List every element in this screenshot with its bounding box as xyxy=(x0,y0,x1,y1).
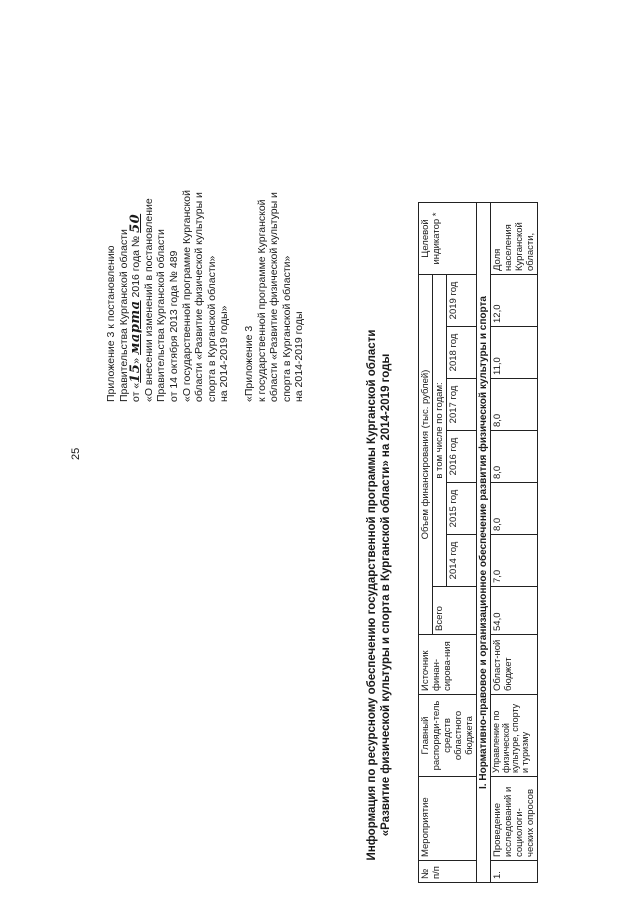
row-y2018: 11,0 xyxy=(491,327,538,379)
row-y2017: 8,0 xyxy=(491,379,538,431)
header-year: 2017 год xyxy=(447,379,477,431)
header-year: 2015 год xyxy=(447,483,477,535)
appendix-inner-line: области «Развитие физической культуры и xyxy=(268,192,281,402)
header-year: 2018 год xyxy=(447,327,477,379)
appendix-line: от 14 октября 2013 года № 489 xyxy=(167,250,180,402)
row-num: 1. xyxy=(491,861,538,883)
header-funding: Объем финансирования (тыс. рублей) xyxy=(419,275,433,635)
row-total: 54,0 xyxy=(491,587,538,635)
header-year: 2016 год xyxy=(447,431,477,483)
section-heading: I. Нормативно-правовое и организационное обеспечение развития физической культуры и спорта xyxy=(477,203,491,883)
appendix-line: спорта в Курганской области» xyxy=(205,255,218,402)
appendix-inner-line: к государственной программе Курганской xyxy=(255,199,268,402)
handwritten-number: 50 xyxy=(128,213,144,233)
row-y2014: 7,0 xyxy=(491,535,538,587)
appendix-line: «О государственной программе Курганской xyxy=(180,190,193,402)
handwritten-day: 15 xyxy=(128,363,144,383)
header-manager: Главный распоряди-тель средств областного бюджета xyxy=(419,695,477,777)
title-line-1: Информация по ресурсному обеспечению государственной программы Курганской области xyxy=(366,329,378,861)
appendix-inner-line: спорта в Курганской области» xyxy=(280,255,293,402)
row-y2015: 8,0 xyxy=(491,483,538,535)
table-row xyxy=(491,203,538,883)
appendix-line: Приложение 3 к постановлению xyxy=(105,245,117,402)
resource-table xyxy=(418,202,538,883)
appendix-line: Правительства Курганской области xyxy=(155,229,168,402)
title-line-2: «Развитие физической культуры и спорта в Курганской области» на 2014-2019 годы xyxy=(380,353,392,837)
header-source: Источник финан-сирова-ния xyxy=(419,635,477,695)
appendix-inner-line: на 2014-2019 годы xyxy=(293,311,306,402)
document-title xyxy=(365,315,393,875)
row-indicator: Доля населения Курганской области, xyxy=(491,203,538,275)
row-event: Проведение исследований и социологи-ческих опросов xyxy=(491,777,538,861)
header-num: № п/п xyxy=(419,861,477,883)
appendix-line: Правительства Курганской области xyxy=(117,229,130,402)
appendix-header-block xyxy=(105,102,306,402)
header-total: Всего xyxy=(433,587,477,635)
header-indicator: Целевой индикатор * xyxy=(419,203,477,275)
row-y2016: 8,0 xyxy=(491,431,538,483)
row-manager: Управление по физической культуре, спорту и туризму xyxy=(491,695,538,777)
appendix-inner-line: «Приложение 3 xyxy=(242,325,255,402)
header-year: 2019 год xyxy=(447,275,477,327)
page-number: 25 xyxy=(70,447,82,460)
appendix-line: «О внесении изменений в постановление xyxy=(142,198,155,402)
row-y2019: 12,0 xyxy=(491,275,538,327)
handwritten-month: марта xyxy=(128,300,144,355)
header-event: Мероприятие xyxy=(419,777,477,861)
row-source: Област-ной бюджет xyxy=(491,635,538,695)
appendix-line: области «Развитие физической культуры и xyxy=(193,192,206,402)
appendix-date-line: от «15» марта 2016 года № 50 xyxy=(128,213,144,402)
header-by-years: в том числе по годам: xyxy=(433,275,447,587)
header-year: 2014 год xyxy=(447,535,477,587)
appendix-line: на 2014-2019 годы» xyxy=(218,305,231,402)
